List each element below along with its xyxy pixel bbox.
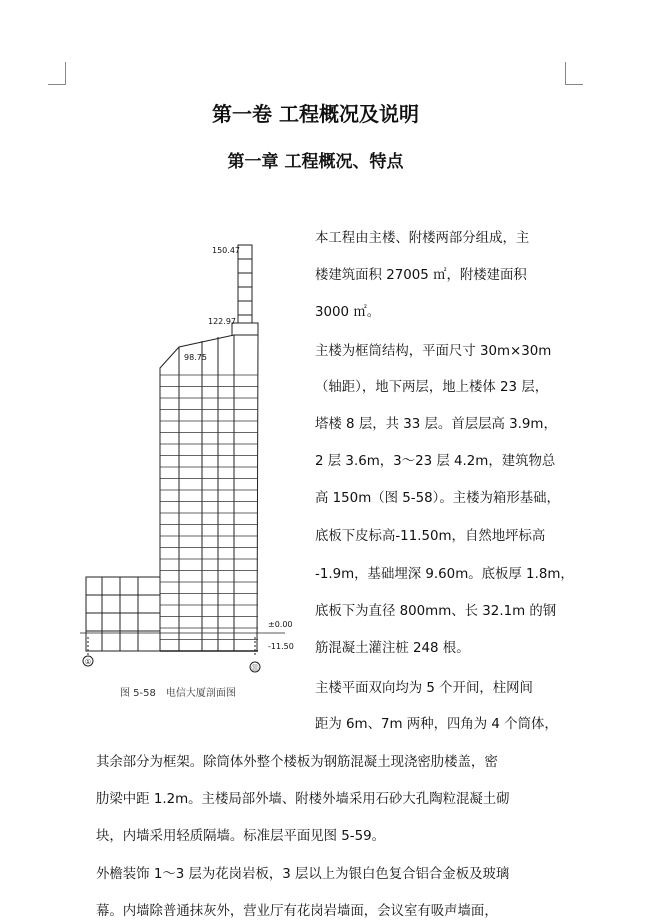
paragraph-line: -1.9m，基础埋深 9.60m。底板厚 1.8m， (315, 567, 574, 582)
paragraph-line: 楼建筑面积 27005 ㎡，附楼建面积 (315, 268, 527, 283)
paragraph-line: （轴距），地下两层，地上楼体 23 层， (315, 380, 549, 395)
figure-caption: 图 5-58 电信大厦剖面图 (120, 688, 236, 699)
volume-title: 第一卷 工程概况及说明 (212, 102, 419, 126)
paragraph-line: 高 150m（图 5-58）。主楼为箱形基础， (315, 491, 560, 506)
paragraph-line: 塔楼 8 层，共 33 层。首层层高 3.9m， (315, 417, 557, 432)
paragraph-line: 肋梁中距 1.2m。主楼局部外墙、附楼外墙采用石砂大孔陶粒混凝土砌 (96, 792, 510, 807)
chapter-title: 第一章 工程概况、特点 (227, 152, 404, 172)
elevation-label-roof: 98.75 (184, 353, 207, 362)
paragraph-line: 其余部分为框架。除筒体外整个楼板为钢筋混凝土现浇密肋楼盖，密 (96, 755, 498, 770)
elevation-label-top: 150.47 (212, 246, 240, 255)
paragraph-line: 主楼为框筒结构，平面尺寸 30m×30m (315, 344, 552, 359)
crop-mark-top-right (565, 62, 583, 85)
paragraph-line: 3000 ㎡。 (315, 305, 381, 320)
paragraph-line: 底板下为直径 800mm、长 32.1m 的钢 (315, 604, 557, 619)
elevation-label-ground: ±0.00 (268, 620, 293, 629)
axis-marker-11: ⑪ (251, 664, 259, 672)
crop-mark-top-left (48, 62, 66, 85)
paragraph-line: 主楼平面双向均为 5 个开间，柱网间 (315, 681, 533, 696)
paragraph-line: 筋混凝土灌注桩 248 根。 (315, 641, 470, 656)
axis-marker-1: ① (84, 658, 92, 666)
building-section-figure (80, 235, 300, 675)
elevation-label-spire: 122.97 (208, 317, 236, 326)
paragraph-line: 外檐装饰 1～3 层为花岗岩板，3 层以上为银白色复合铝合金板及玻璃 (96, 867, 510, 882)
paragraph-line: 距为 6m、7m 两种，四角为 4 个筒体， (315, 717, 558, 732)
paragraph-line: 块，内墙采用轻质隔墙。标准层平面见图 5-59。 (96, 829, 386, 844)
paragraph-line: 本工程由主楼、附楼两部分组成，主 (315, 231, 530, 246)
paragraph-line: 幕。内墙除普通抹灰外，营业厅有花岗岩墙面，会议室有吸声墙面， (96, 904, 498, 919)
paragraph-line: 2 层 3.6m，3～23 层 4.2m，建筑物总 (315, 454, 556, 469)
elevation-label-base: -11.50 (268, 642, 294, 651)
paragraph-line: 底板下皮标高-11.50m，自然地坪标高 (315, 529, 546, 544)
